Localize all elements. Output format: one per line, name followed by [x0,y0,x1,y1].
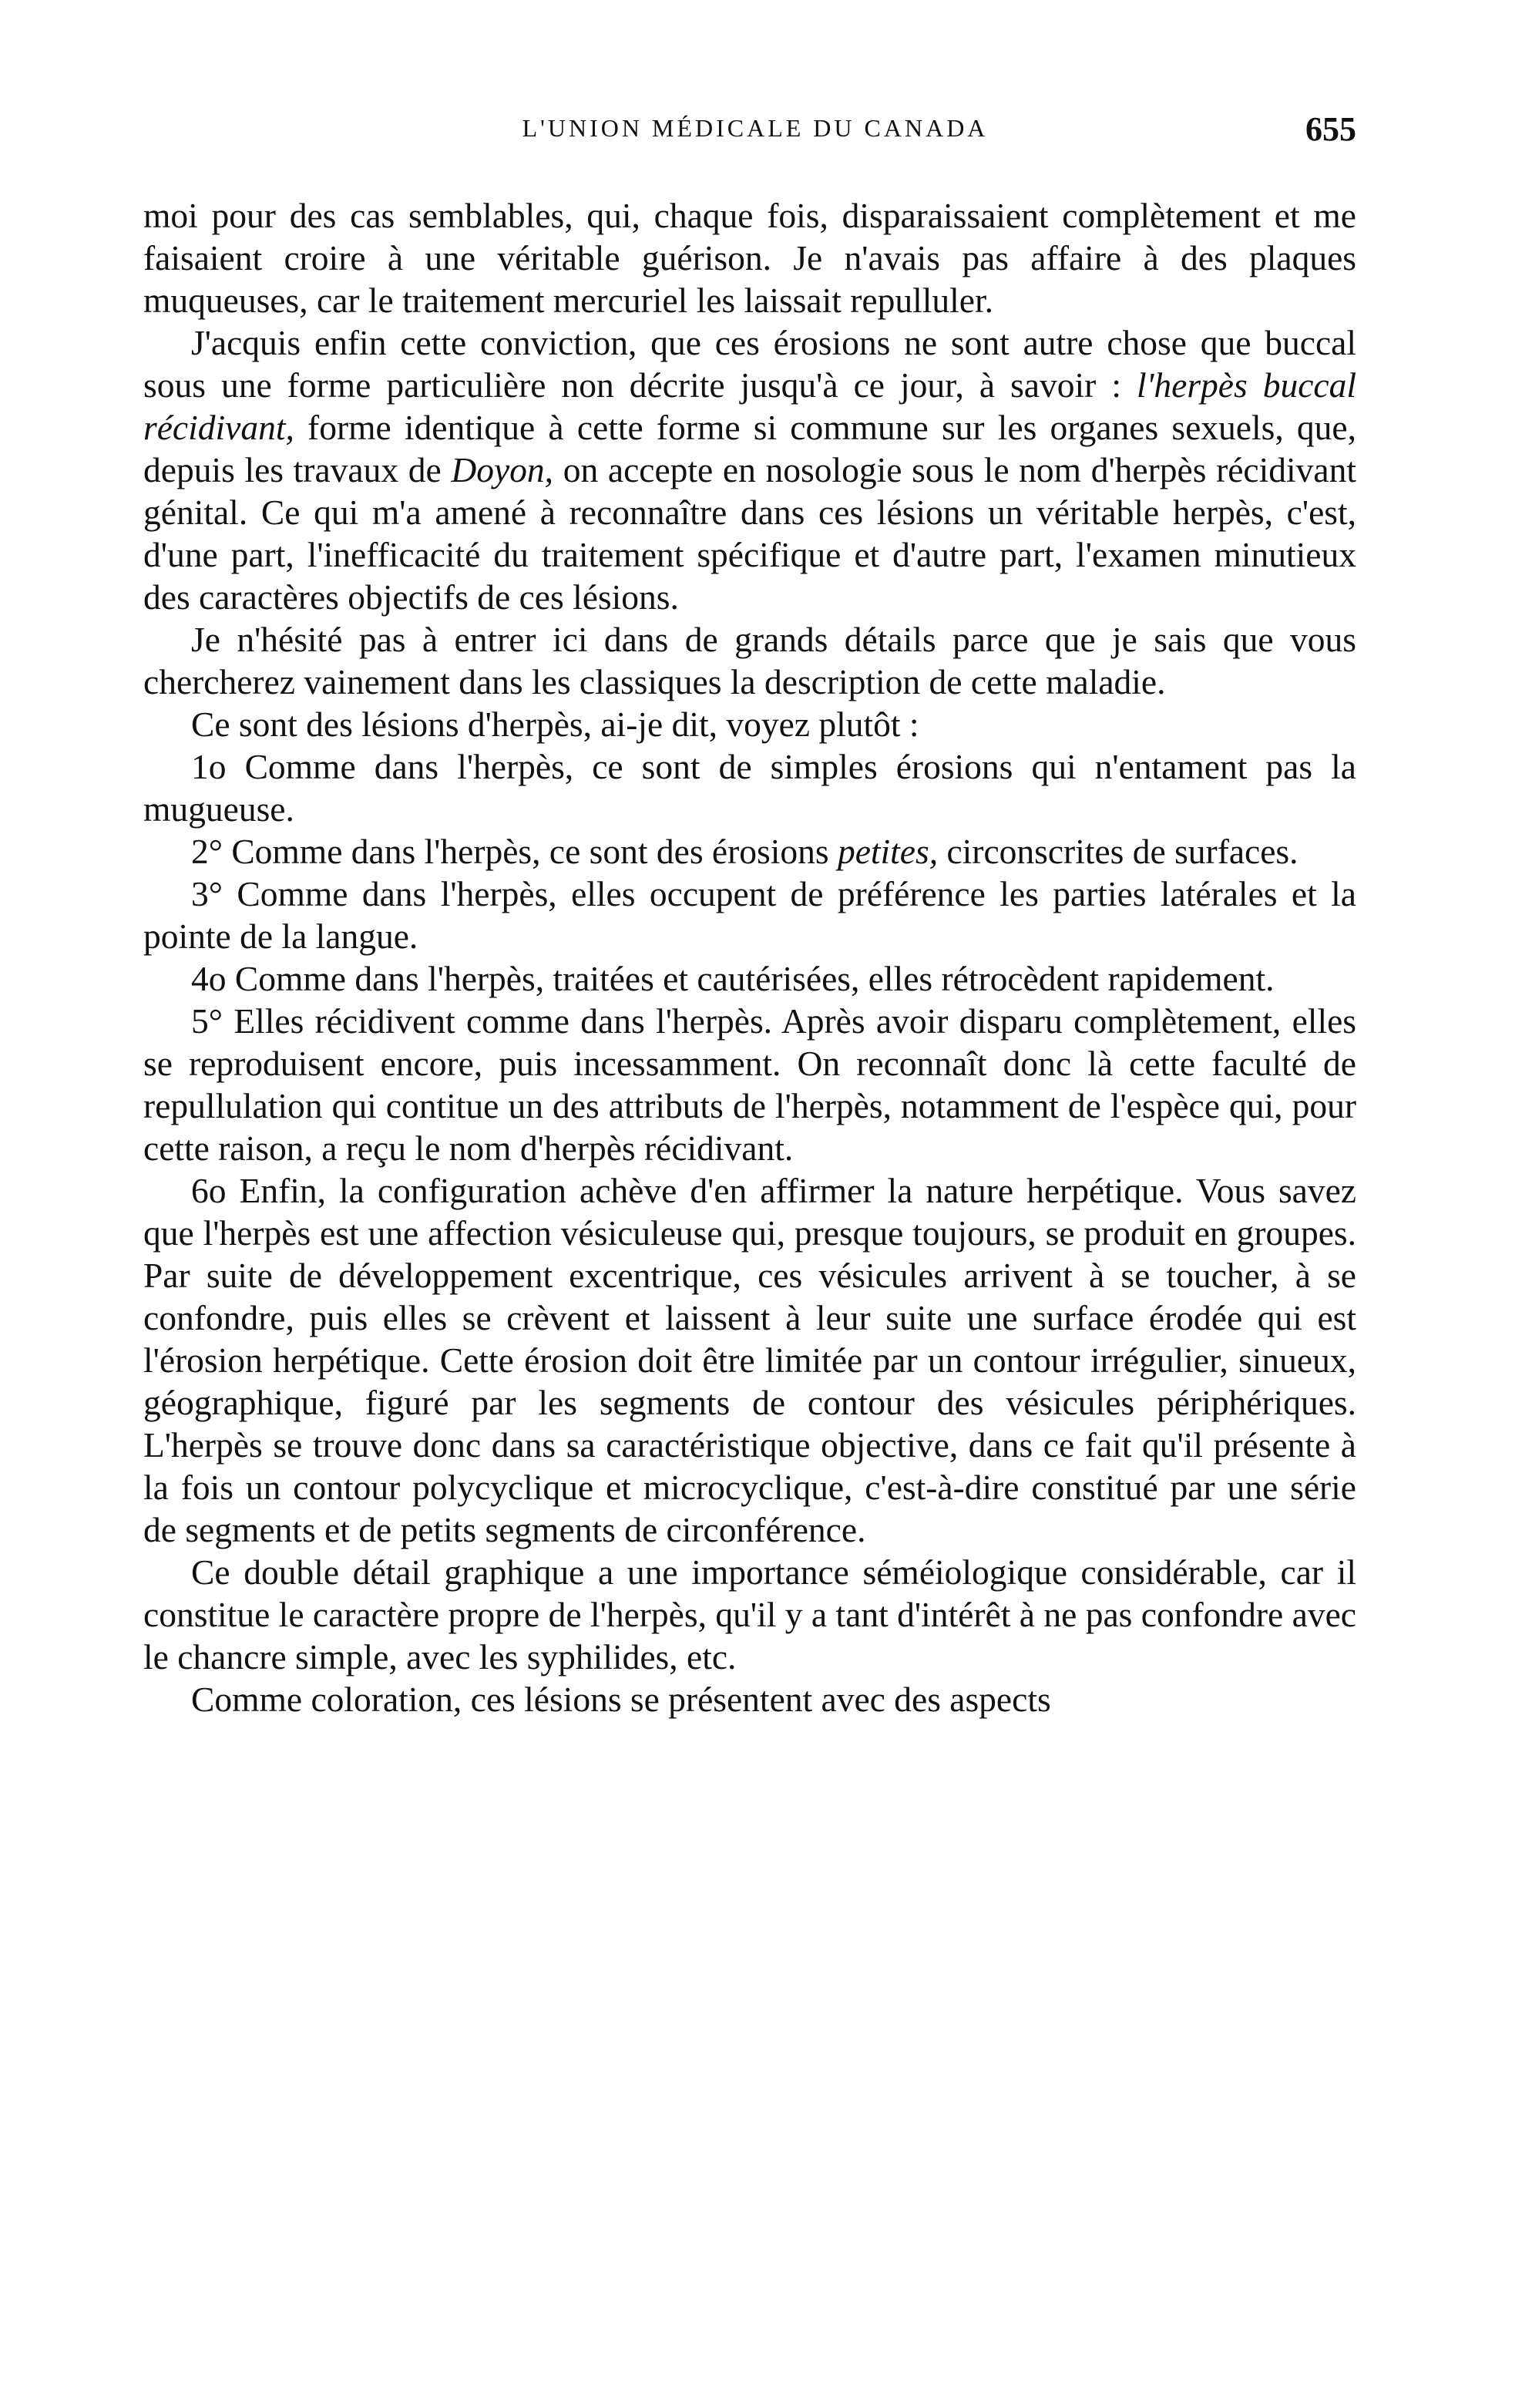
paragraph: 1o Comme dans l'herpès, ce sont de simples érosions qui n'entament pas la mugueuse. [143,747,1356,829]
paragraph: Ce double détail graphique a une importance séméiologique considérable, car il constitue le caractère propre de l'herpès, qu'il y a tant d'intérêt à ne pas confondre avec le chancre simple, avec les syphilides, etc. [143,1552,1356,1677]
paragraph [143,830,1356,873]
paragraph: 6o Enfin, la configuration achève d'en affirmer la nature herpétique. Vous savez que l'herpès est une affection vésiculeuse qui, presque toujours, se produit en groupes. Par suite de développement excentrique, ces vésicules arrivent à se toucher, à se confondre, puis elles se crèvent et laissent à leur suite une surface érodée qui est l'érosion herpétique. Cette érosion doit être limitée par un contour irrégulier, sinueux, géographique, figuré par les segments de contour des vésicules périphériques. L'herpès se trouve donc dans sa caractéristique objective, dans ce fait qu'il présente à la fois un contour polycyclique et microcyclique, c'est-à-dire constitué par une série de segments et de petits segments de circonférence. [143,1171,1356,1549]
paragraph: Ce sont des lésions d'herpès, ai-je dit, voyez plutôt : [191,705,919,744]
paragraph: moi pour des cas semblables, qui, chaque fois, disparaissaient complètement et me faisaient croire à une véritable guérison. Je n'avais pas affaire à des plaques muqueuses, car le traitement mercuriel les laissait repulluler. [143,196,1356,320]
text-run: circonscrites de surfaces. [938,832,1299,871]
paragraph: 4o Comme dans l'herpès, traitées et cautérisées, elles rétrocèdent rapidement. [191,959,1275,998]
italic-run: petites, [837,832,939,871]
paragraph [143,321,1356,618]
text-run: forme identique à cette forme si commune sur les organes sexuels, que, depuis les travaux de [143,408,1356,489]
paragraph: 5° Elles récidivent comme dans l'herpès. Après avoir disparu complètement, elles se reproduisent encore, puis incessamment. On reconnaît donc là cette faculté de repullulation qui contitue un des attributs de l'herpès, notamment de l'espèce qui, pour cette raison, a reçu le nom d'herpès récidivant. [143,1001,1356,1168]
paragraph: Comme coloration, ces lésions se présentent avec des aspects [191,1680,1051,1719]
text-run: J'acquis enfin cette conviction, que ces érosions ne sont autre chose que buccal sous une forme particulière non décrite jusqu'à ce jour, à savoir : [143,323,1356,405]
page-header [154,110,1356,160]
italic-run: Doyon, [451,450,554,489]
text-run: on accepte en nosologie sous le nom d'herpès récidivant génital. Ce qui m'a amené à reconnaître dans ces lésions un véritable herpès, c'est, d'une part, l'inefficacité du traitement spécifique et d'autre part, l'examen minutieux des caractères objectifs de ces lésions. [143,450,1356,617]
italic-run: l'herpès buccal récidivant, [143,365,1356,447]
page-number: 655 [1305,110,1356,148]
running-title: L'UNION MÉDICALE DU CANADA [522,114,989,142]
body-text [143,194,1356,1720]
paragraph: Je n'hésité pas à entrer ici dans de grands détails parce que je sais que vous chercherez vainement dans les classiques la description de cette maladie. [143,620,1356,701]
text-run: 2° Comme dans l'herpès, ce sont des érosions [191,832,838,871]
paragraph: 3° Comme dans l'herpès, elles occupent de préférence les parties latérales et la pointe de la langue. [143,874,1356,956]
